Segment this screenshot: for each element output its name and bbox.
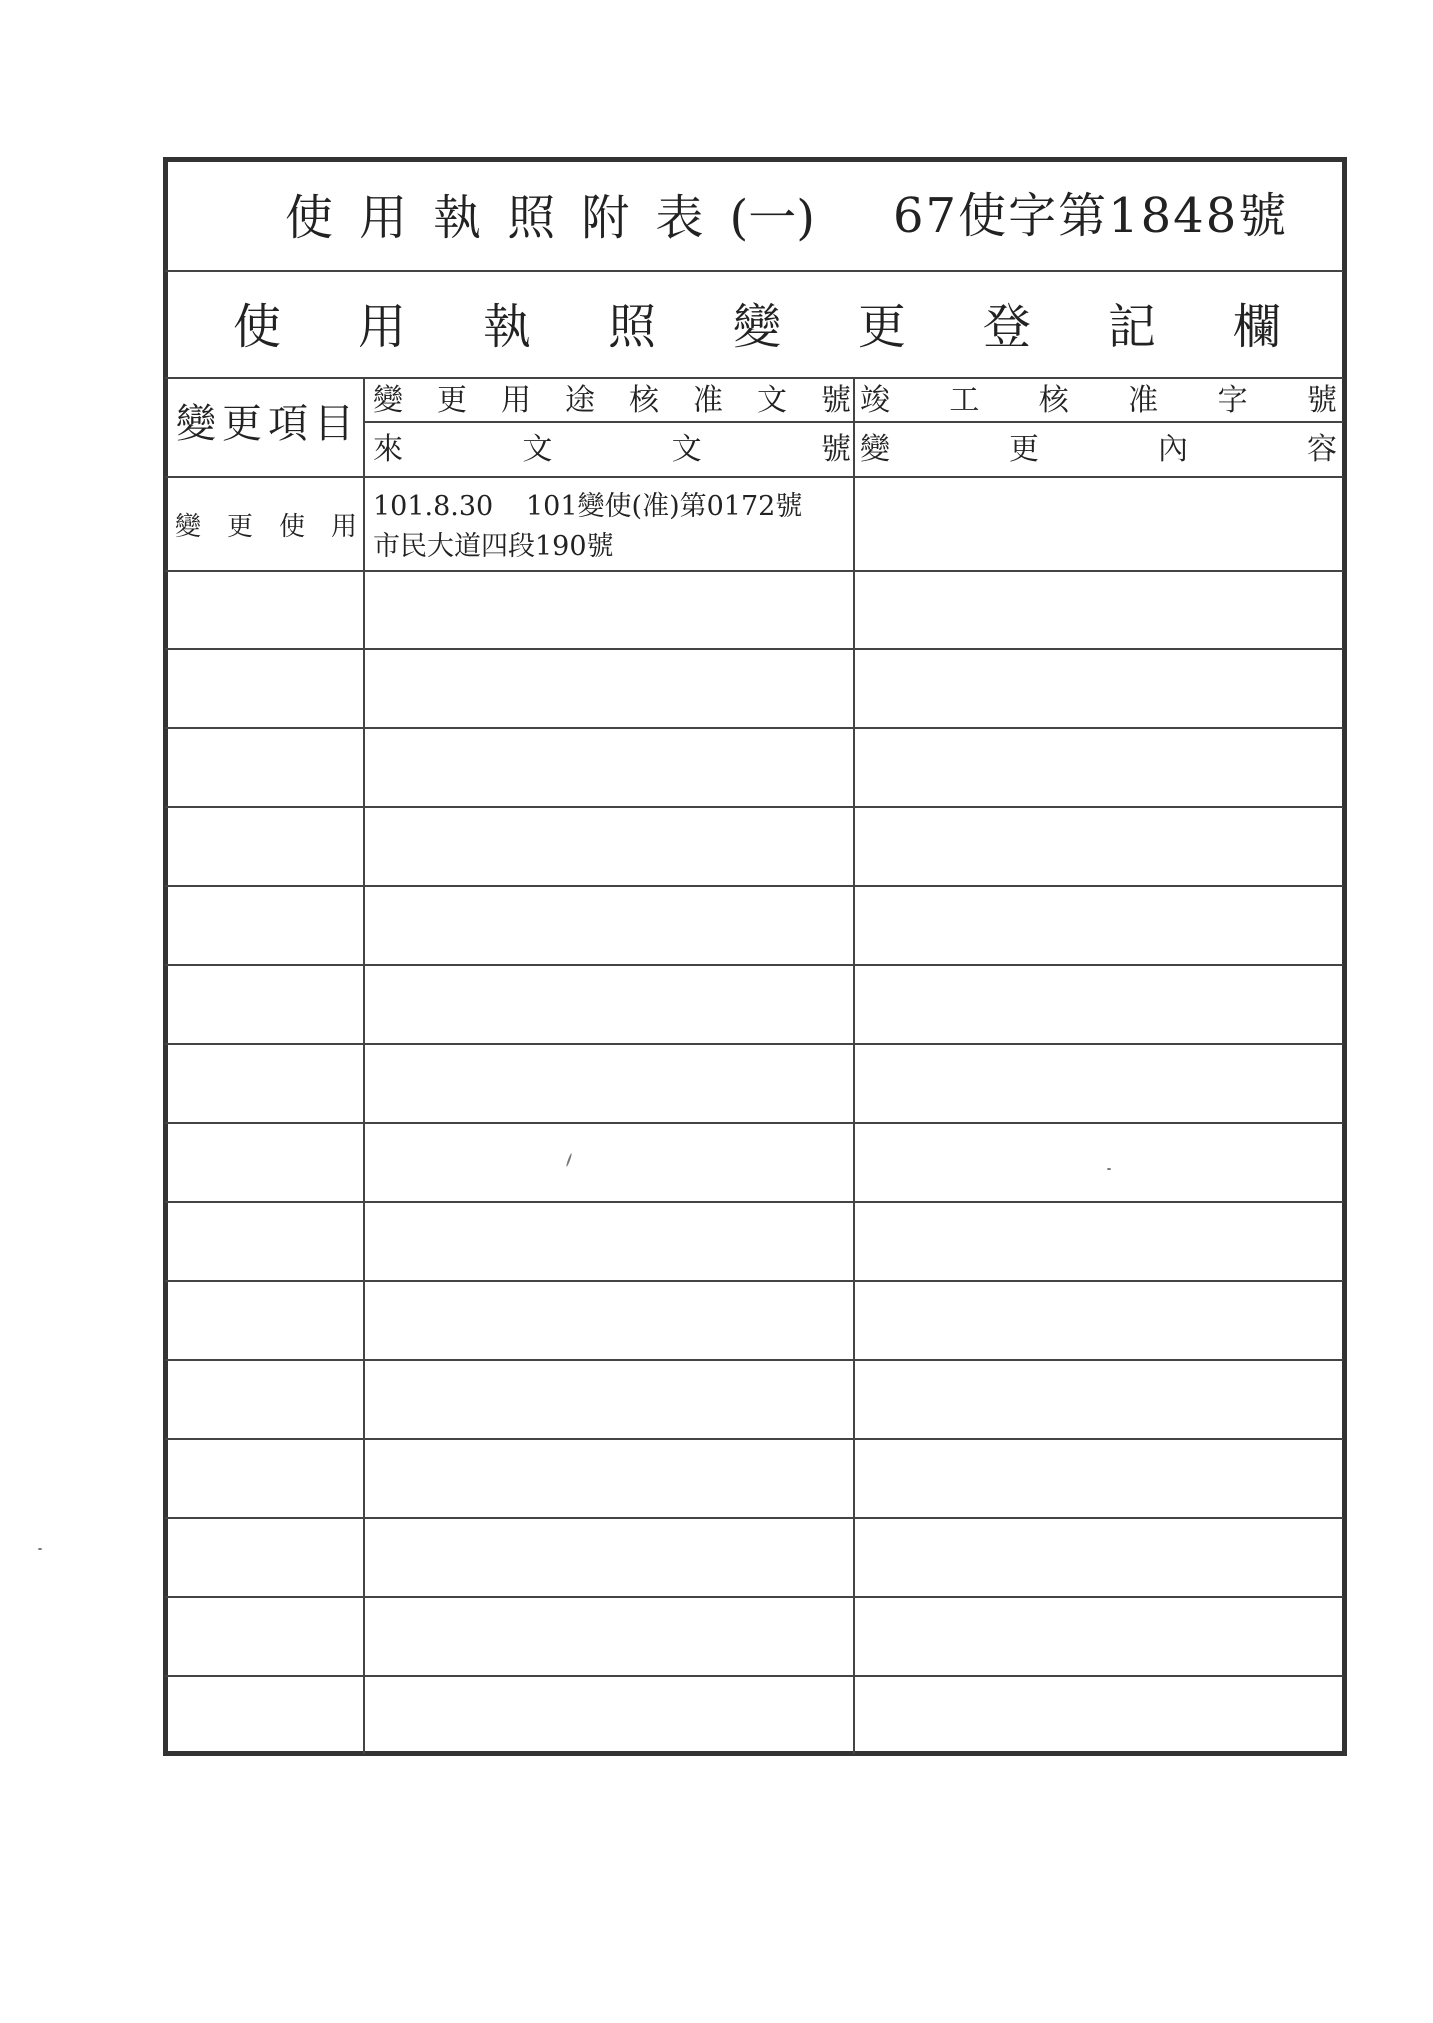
char: 號 xyxy=(1306,383,1337,418)
header-content xyxy=(860,432,1337,467)
char: 字 xyxy=(1217,383,1248,418)
row-item xyxy=(175,514,357,540)
header-approval-no xyxy=(373,383,851,418)
row-approval-no: 101變使(准)第0172號 xyxy=(526,491,803,522)
row-line xyxy=(165,727,1343,729)
form-subtitle xyxy=(233,299,1281,355)
char: 使 xyxy=(233,299,282,355)
row-line xyxy=(165,570,1343,572)
row-date: 101.8.30 xyxy=(373,491,494,522)
char: 記 xyxy=(1107,299,1156,355)
char: 號 xyxy=(820,432,851,467)
char: 號 xyxy=(821,383,851,418)
char: 內 xyxy=(1158,432,1188,467)
row-line xyxy=(165,885,1343,887)
char: 執 xyxy=(482,299,531,355)
char: 變 xyxy=(860,432,890,467)
row-line xyxy=(165,1517,1343,1519)
char: 用 xyxy=(330,512,357,542)
char: 變 xyxy=(373,383,403,418)
divider xyxy=(165,377,1343,379)
column-line xyxy=(853,377,855,1754)
header-incoming-no xyxy=(373,432,851,467)
char: 工 xyxy=(949,383,980,418)
char: 文 xyxy=(522,432,553,467)
header-item xyxy=(176,401,354,447)
char: 更 xyxy=(222,401,262,447)
char: 欄 xyxy=(1232,299,1281,355)
row-line xyxy=(165,1596,1343,1598)
char: 項 xyxy=(268,401,308,447)
divider xyxy=(165,270,1343,272)
char: 文 xyxy=(671,432,702,467)
header-completion-no xyxy=(860,383,1337,418)
scan-speck xyxy=(38,1548,42,1550)
row-address: 市民大道四段190號 xyxy=(373,531,614,562)
permit-number: 67使字第1848號 xyxy=(893,188,1289,244)
char: 變 xyxy=(175,512,202,542)
row-line xyxy=(165,648,1343,650)
row-line xyxy=(165,1043,1343,1045)
char: 變 xyxy=(732,299,781,355)
char: 用 xyxy=(359,190,408,246)
char: 竣 xyxy=(860,383,890,418)
char: 目 xyxy=(314,401,354,447)
row-line xyxy=(165,1359,1343,1361)
char: 更 xyxy=(1009,432,1039,467)
char: 更 xyxy=(437,383,467,418)
row-line xyxy=(165,1122,1343,1124)
char: 容 xyxy=(1307,432,1337,467)
char: 更 xyxy=(857,299,906,355)
char: 照 xyxy=(607,299,656,355)
row-line xyxy=(165,1438,1343,1440)
char: 用 xyxy=(357,299,406,355)
char: 使 xyxy=(278,512,305,542)
char: 核 xyxy=(1038,383,1069,418)
char: 登 xyxy=(982,299,1031,355)
divider xyxy=(165,476,1343,478)
char: 來 xyxy=(373,432,403,467)
row-line xyxy=(165,806,1343,808)
row-line xyxy=(165,1675,1343,1677)
char: 變 xyxy=(176,401,216,447)
row-line xyxy=(165,1280,1343,1282)
char: 照 xyxy=(507,190,556,246)
char: 准 xyxy=(1128,383,1159,418)
char: 執 xyxy=(433,190,482,246)
char: 途 xyxy=(565,383,595,418)
char: 准 xyxy=(693,383,723,418)
char: 文 xyxy=(757,383,787,418)
char: 核 xyxy=(629,383,659,418)
column-line xyxy=(363,377,365,1754)
char: 使 xyxy=(285,190,334,246)
char: 用 xyxy=(501,383,531,418)
form-title xyxy=(285,190,815,246)
char: 更 xyxy=(226,512,253,542)
char: (一) xyxy=(729,190,815,246)
scan-speck xyxy=(1107,1168,1111,1170)
char: 附 xyxy=(581,190,630,246)
row-line xyxy=(165,964,1343,966)
char: 表 xyxy=(655,190,704,246)
row-line xyxy=(165,1201,1343,1203)
